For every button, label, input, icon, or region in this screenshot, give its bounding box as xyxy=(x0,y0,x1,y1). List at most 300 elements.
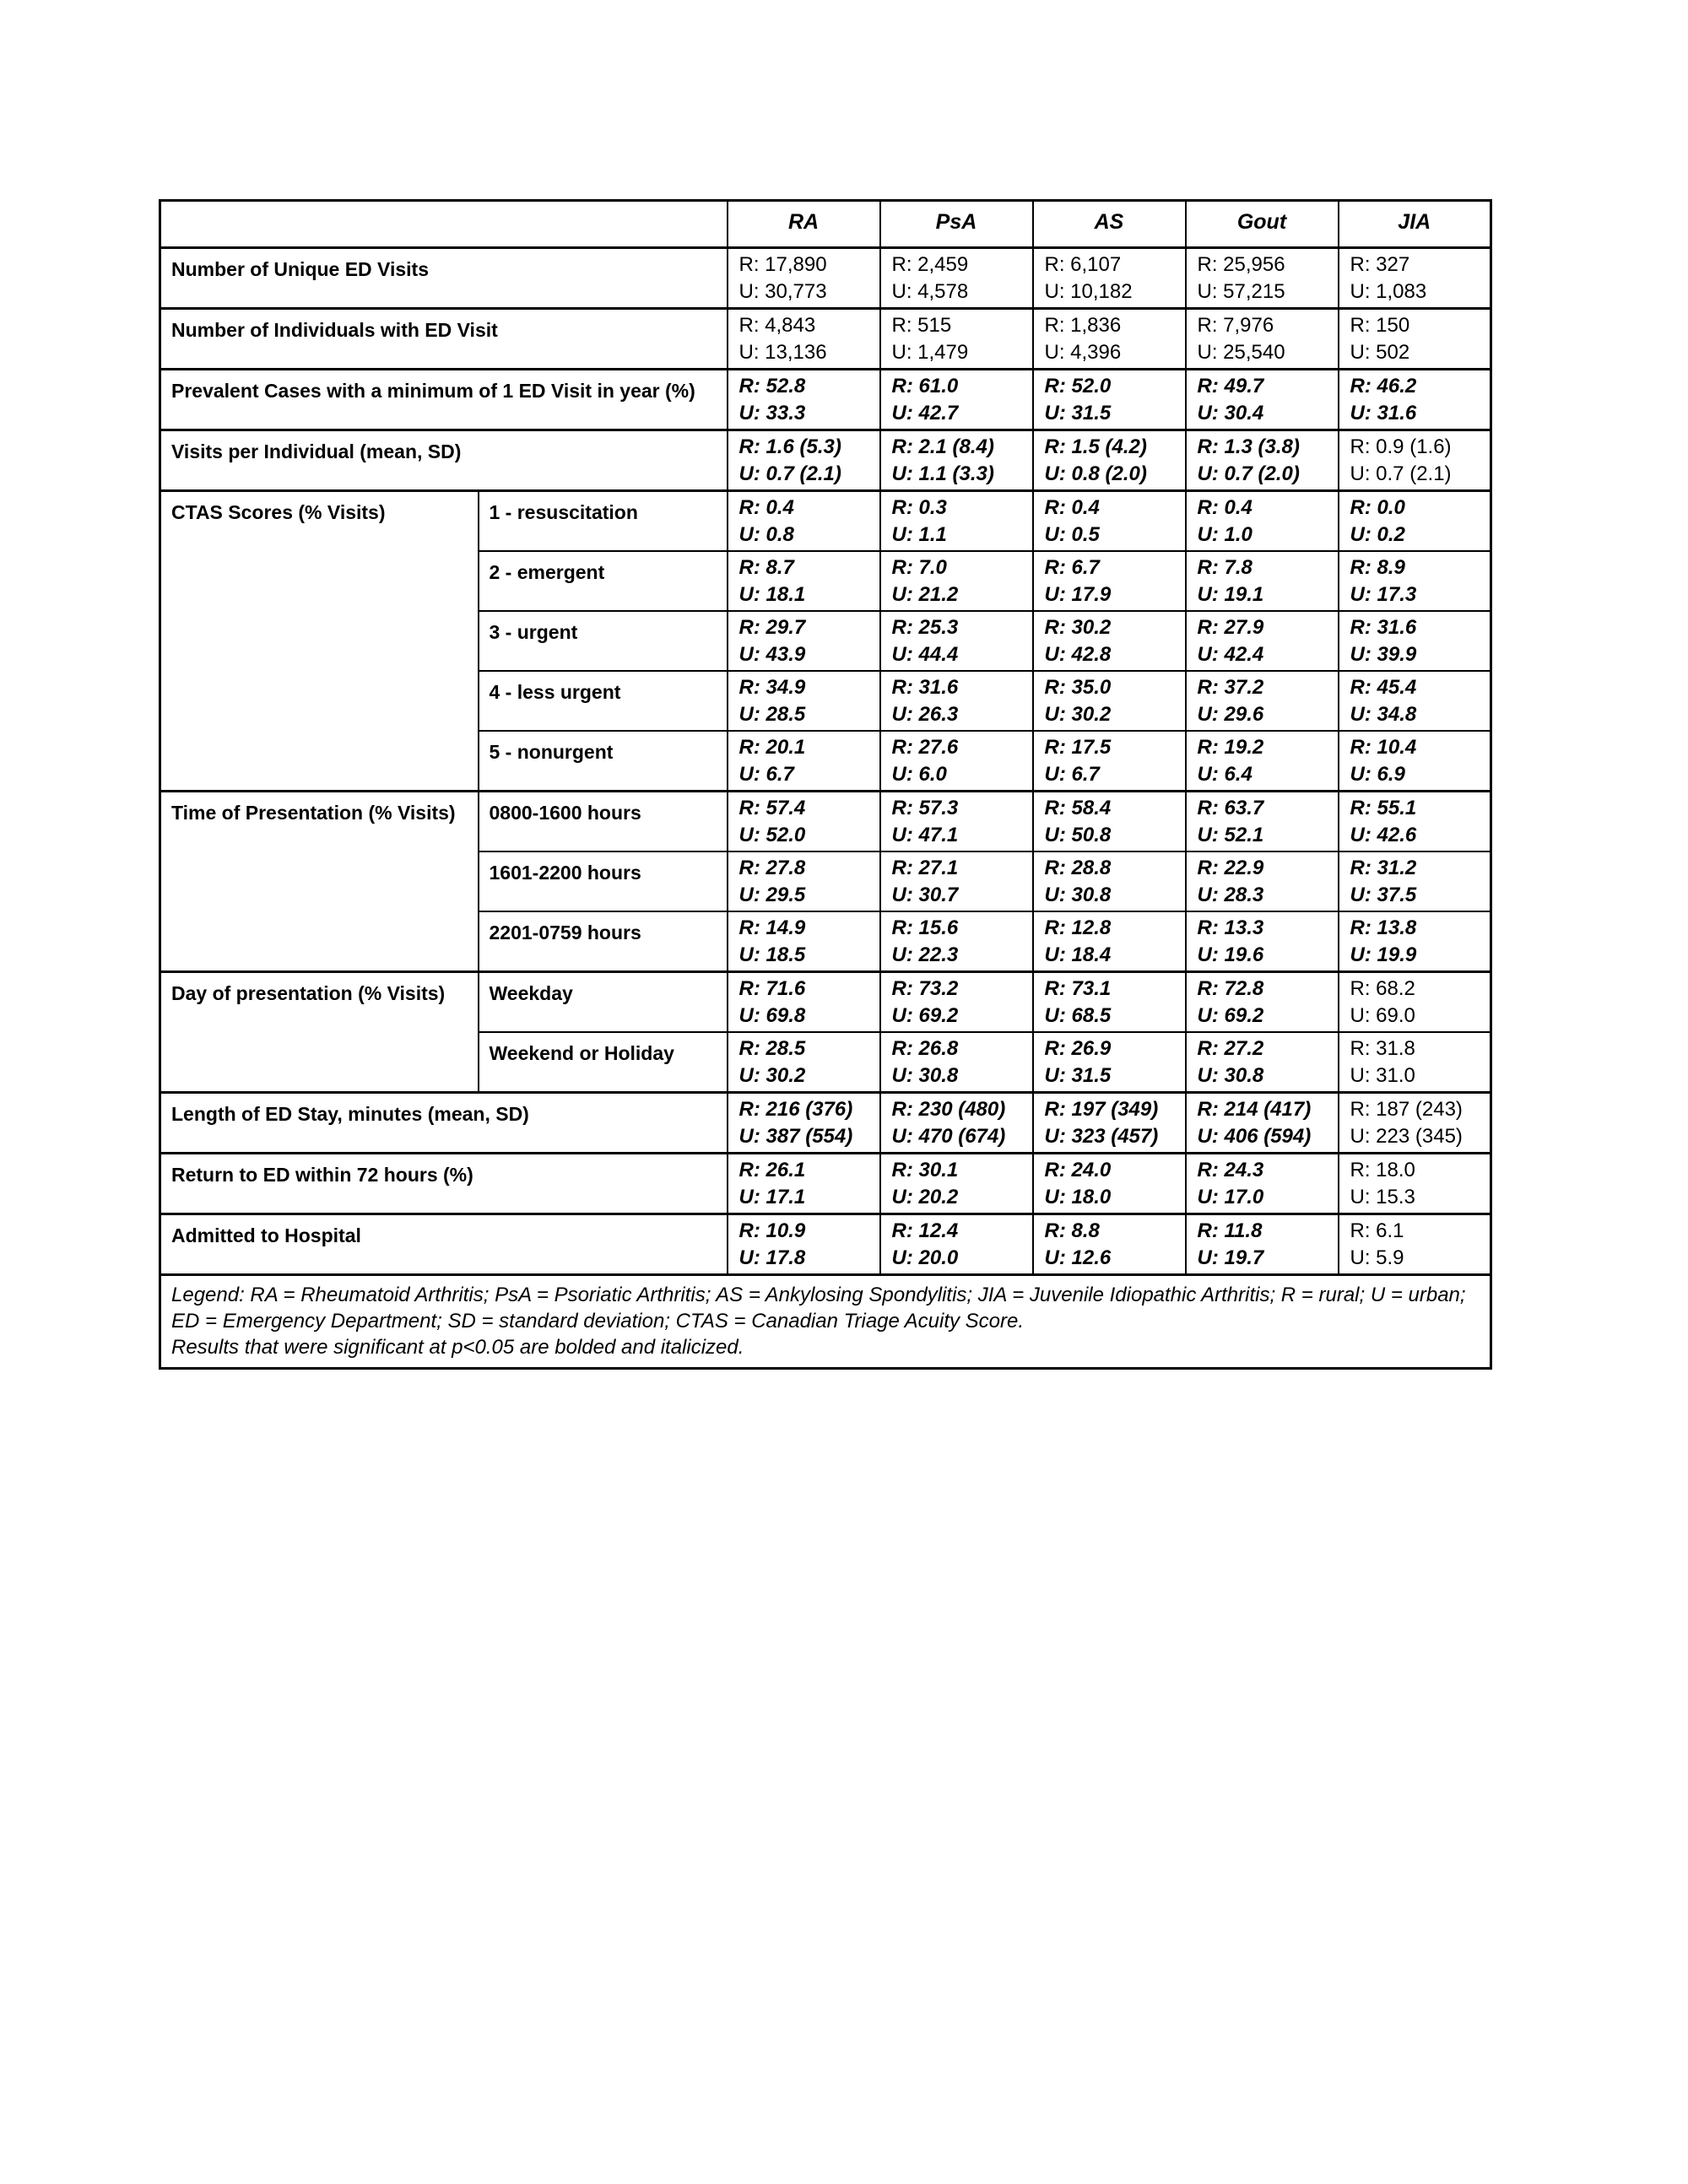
rural-value: R: 24.0 xyxy=(1044,1159,1112,1181)
urban-value: U: 28.5 xyxy=(738,702,806,726)
row-label: Prevalent Cases with a minimum of 1 ED Visit in year (%) xyxy=(160,370,728,430)
urban-value: U: 42.6 xyxy=(1350,823,1417,846)
urban-value: U: 37.5 xyxy=(1350,883,1417,906)
rural-value: R: 27.1 xyxy=(891,857,959,879)
rural-value: R: 26.1 xyxy=(738,1159,806,1181)
urban-value: U: 18.4 xyxy=(1044,943,1112,966)
data-cell-ra xyxy=(728,972,880,1033)
data-cell-ra xyxy=(728,1214,880,1275)
rural-value: R: 55.1 xyxy=(1350,797,1417,819)
rural-value: R: 187 (243) xyxy=(1350,1098,1463,1121)
rural-value: R: 7.0 xyxy=(891,556,947,579)
urban-value: U: 17.9 xyxy=(1044,582,1112,606)
rural-value: R: 72.8 xyxy=(1197,977,1264,1000)
rural-value: R: 4,843 xyxy=(738,314,816,337)
rural-value: R: 0.3 xyxy=(891,496,947,519)
data-cell-as xyxy=(1033,1214,1186,1275)
urban-value: U: 6.9 xyxy=(1350,762,1405,786)
data-cell-as xyxy=(1033,309,1186,370)
data-cell-gout xyxy=(1186,370,1339,430)
data-cell-jia xyxy=(1339,551,1491,611)
rural-value: R: 25,956 xyxy=(1197,253,1285,276)
row-label: Return to ED within 72 hours (%) xyxy=(160,1154,728,1214)
rural-value: R: 0.0 xyxy=(1350,496,1405,519)
rural-value: R: 197 (349) xyxy=(1044,1098,1159,1121)
data-cell-psa xyxy=(880,792,1033,852)
data-cell-jia xyxy=(1339,851,1491,911)
urban-value: U: 20.2 xyxy=(891,1185,959,1208)
urban-value: U: 17.1 xyxy=(738,1185,806,1208)
table-row xyxy=(160,1093,1491,1154)
data-cell-gout xyxy=(1186,792,1339,852)
rural-value: R: 515 xyxy=(891,314,952,337)
rural-value: R: 73.1 xyxy=(1044,977,1112,1000)
data-cell-ra xyxy=(728,911,880,972)
urban-value: U: 31.0 xyxy=(1350,1063,1415,1087)
rural-value: R: 57.4 xyxy=(738,797,806,819)
rural-value: R: 8.7 xyxy=(738,556,794,579)
rural-value: R: 28.8 xyxy=(1044,857,1112,879)
data-cell-gout xyxy=(1186,309,1339,370)
data-cell-jia xyxy=(1339,731,1491,792)
data-cell-as xyxy=(1033,851,1186,911)
rural-value: R: 25.3 xyxy=(891,616,959,639)
data-cell-gout xyxy=(1186,731,1339,792)
rural-value: R: 68.2 xyxy=(1350,977,1415,1000)
rural-value: R: 0.4 xyxy=(738,496,794,519)
urban-value: U: 1,083 xyxy=(1350,279,1427,303)
urban-value: U: 57,215 xyxy=(1197,279,1285,303)
urban-value: U: 29.6 xyxy=(1197,702,1264,726)
data-cell-psa xyxy=(880,551,1033,611)
data-cell-psa xyxy=(880,851,1033,911)
rural-value: R: 22.9 xyxy=(1197,857,1264,879)
rural-value: R: 14.9 xyxy=(738,916,806,939)
data-cell-psa xyxy=(880,972,1033,1033)
data-cell-gout xyxy=(1186,430,1339,491)
urban-value: U: 17.0 xyxy=(1197,1185,1264,1208)
data-cell-gout xyxy=(1186,551,1339,611)
table-row xyxy=(160,972,1491,1033)
data-cell-as xyxy=(1033,430,1186,491)
row-sublabel: 1601-2200 hours xyxy=(479,851,728,911)
data-cell-ra xyxy=(728,430,880,491)
rural-value: R: 1.5 (4.2) xyxy=(1044,435,1147,458)
urban-value: U: 5.9 xyxy=(1350,1246,1404,1269)
data-cell-jia xyxy=(1339,911,1491,972)
urban-value: U: 19.9 xyxy=(1350,943,1417,966)
urban-value: U: 323 (457) xyxy=(1044,1124,1159,1148)
urban-value: U: 12.6 xyxy=(1044,1246,1112,1269)
rural-value: R: 37.2 xyxy=(1197,676,1264,699)
data-cell-psa xyxy=(880,1032,1033,1093)
row-sublabel: 0800-1600 hours xyxy=(479,792,728,852)
row-label: Day of presentation (% Visits) xyxy=(160,972,479,1093)
data-cell-as xyxy=(1033,731,1186,792)
urban-value: U: 13,136 xyxy=(738,340,827,364)
urban-value: U: 0.7 (2.0) xyxy=(1197,462,1300,485)
data-cell-gout xyxy=(1186,1214,1339,1275)
legend xyxy=(160,1275,1491,1369)
row-label: Number of Individuals with ED Visit xyxy=(160,309,728,370)
rural-value: R: 2.1 (8.4) xyxy=(891,435,994,458)
rural-value: R: 63.7 xyxy=(1197,797,1264,819)
data-cell-as xyxy=(1033,1154,1186,1214)
table-row xyxy=(160,370,1491,430)
rural-value: R: 57.3 xyxy=(891,797,959,819)
rural-value: R: 327 xyxy=(1350,253,1410,276)
column-header: JIA xyxy=(1339,201,1491,248)
urban-value: U: 26.3 xyxy=(891,702,959,726)
urban-value: U: 502 xyxy=(1350,340,1410,364)
urban-value: U: 42.4 xyxy=(1197,642,1264,666)
urban-value: U: 1.0 xyxy=(1197,522,1252,546)
data-cell-gout xyxy=(1186,671,1339,731)
column-header: AS xyxy=(1033,201,1186,248)
data-cell-gout xyxy=(1186,1032,1339,1093)
urban-value: U: 69.2 xyxy=(891,1003,959,1027)
data-cell-as xyxy=(1033,1032,1186,1093)
urban-value: U: 0.5 xyxy=(1044,522,1100,546)
data-cell-psa xyxy=(880,671,1033,731)
data-cell-ra xyxy=(728,370,880,430)
data-cell-gout xyxy=(1186,248,1339,309)
rural-value: R: 35.0 xyxy=(1044,676,1112,699)
rural-value: R: 10.9 xyxy=(738,1219,806,1242)
urban-value: U: 42.7 xyxy=(891,401,959,424)
urban-value: U: 22.3 xyxy=(891,943,959,966)
data-cell-psa xyxy=(880,491,1033,552)
data-cell-ra xyxy=(728,309,880,370)
urban-value: U: 30.2 xyxy=(1044,702,1112,726)
data-cell-psa xyxy=(880,370,1033,430)
rural-value: R: 150 xyxy=(1350,314,1410,337)
urban-value: U: 18.1 xyxy=(738,582,806,606)
urban-value: U: 19.7 xyxy=(1197,1246,1264,1269)
rural-value: R: 15.6 xyxy=(891,916,959,939)
table-row xyxy=(160,792,1491,852)
urban-value: U: 52.1 xyxy=(1197,823,1264,846)
data-cell-as xyxy=(1033,792,1186,852)
rural-value: R: 27.2 xyxy=(1197,1037,1264,1060)
row-sublabel: Weekend or Holiday xyxy=(479,1032,728,1093)
data-cell-as xyxy=(1033,551,1186,611)
data-cell-gout xyxy=(1186,851,1339,911)
rural-value: R: 2,459 xyxy=(891,253,969,276)
urban-value: U: 69.2 xyxy=(1197,1003,1264,1027)
urban-value: U: 47.1 xyxy=(891,823,959,846)
urban-value: U: 0.8 (2.0) xyxy=(1044,462,1147,485)
rural-value: R: 27.8 xyxy=(738,857,806,879)
data-cell-psa xyxy=(880,248,1033,309)
rural-value: R: 26.9 xyxy=(1044,1037,1112,1060)
rural-value: R: 10.4 xyxy=(1350,736,1417,759)
table-row xyxy=(160,309,1491,370)
rural-value: R: 46.2 xyxy=(1350,375,1417,397)
row-label: Admitted to Hospital xyxy=(160,1214,728,1275)
data-cell-psa xyxy=(880,1093,1033,1154)
table-row xyxy=(160,1154,1491,1214)
rural-value: R: 30.2 xyxy=(1044,616,1112,639)
rural-value: R: 49.7 xyxy=(1197,375,1264,397)
row-label: CTAS Scores (% Visits) xyxy=(160,491,479,792)
rural-value: R: 1.3 (3.8) xyxy=(1197,435,1300,458)
data-cell-as xyxy=(1033,491,1186,552)
urban-value: U: 25,540 xyxy=(1197,340,1285,364)
rural-value: R: 31.6 xyxy=(891,676,959,699)
data-cell-jia xyxy=(1339,671,1491,731)
urban-value: U: 19.1 xyxy=(1197,582,1264,606)
urban-value: U: 34.8 xyxy=(1350,702,1417,726)
rural-value: R: 20.1 xyxy=(738,736,806,759)
urban-value: U: 31.6 xyxy=(1350,401,1417,424)
column-header: Gout xyxy=(1186,201,1339,248)
urban-value: U: 19.6 xyxy=(1197,943,1264,966)
row-sublabel: 3 - urgent xyxy=(479,611,728,671)
row-label: Time of Presentation (% Visits) xyxy=(160,792,479,972)
urban-value: U: 15.3 xyxy=(1350,1185,1415,1208)
rural-value: R: 31.8 xyxy=(1350,1037,1415,1060)
rural-value: R: 28.5 xyxy=(738,1037,806,1060)
rural-value: R: 31.6 xyxy=(1350,616,1417,639)
rural-value: R: 27.6 xyxy=(891,736,959,759)
data-cell-gout xyxy=(1186,1093,1339,1154)
rural-value: R: 52.8 xyxy=(738,375,806,397)
rural-value: R: 7,976 xyxy=(1197,314,1274,337)
legend-line: Legend: RA = Rheumatoid Arthritis; PsA = Psoriatic Arthritis; AS = Ankylosing Spondylitis; JIA = Juvenile Idiopathic Arthritis; R = rural; U = urban; xyxy=(171,1284,1466,1306)
data-cell-psa xyxy=(880,611,1033,671)
data-cell-jia xyxy=(1339,430,1491,491)
data-cell-ra xyxy=(728,248,880,309)
urban-value: U: 33.3 xyxy=(738,401,806,424)
urban-value: U: 30.7 xyxy=(891,883,959,906)
urban-value: U: 30.2 xyxy=(738,1063,806,1087)
rural-value: R: 7.8 xyxy=(1197,556,1252,579)
rural-value: R: 29.7 xyxy=(738,616,806,639)
data-cell-ra xyxy=(728,1093,880,1154)
column-header: RA xyxy=(728,201,880,248)
data-cell-ra xyxy=(728,551,880,611)
data-cell-jia xyxy=(1339,248,1491,309)
urban-value: U: 18.5 xyxy=(738,943,806,966)
legend-line: ED = Emergency Department; SD = standard deviation; CTAS = Canadian Triage Acuity Score. xyxy=(171,1310,1025,1333)
table-header-row xyxy=(160,201,1491,248)
legend-line: Results that were significant at p<0.05 are bolded and italicized. xyxy=(171,1336,744,1359)
table-row xyxy=(160,430,1491,491)
data-cell-jia xyxy=(1339,972,1491,1033)
urban-value: U: 10,182 xyxy=(1044,279,1133,303)
rural-value: R: 0.4 xyxy=(1044,496,1100,519)
table-row xyxy=(160,1214,1491,1275)
table-header xyxy=(160,201,1491,248)
rural-value: R: 12.4 xyxy=(891,1219,959,1242)
urban-value: U: 69.8 xyxy=(738,1003,806,1027)
data-cell-psa xyxy=(880,430,1033,491)
rural-value: R: 1,836 xyxy=(1044,314,1122,337)
rural-value: R: 13.3 xyxy=(1197,916,1264,939)
data-cell-psa xyxy=(880,911,1033,972)
data-cell-as xyxy=(1033,972,1186,1033)
urban-value: U: 223 (345) xyxy=(1350,1124,1463,1148)
data-cell-ra xyxy=(728,491,880,552)
urban-value: U: 30.8 xyxy=(891,1063,959,1087)
data-cell-ra xyxy=(728,671,880,731)
urban-value: U: 6.0 xyxy=(891,762,947,786)
urban-value: U: 0.7 (2.1) xyxy=(1350,462,1452,485)
data-cell-ra xyxy=(728,792,880,852)
urban-value: U: 52.0 xyxy=(738,823,806,846)
data-cell-as xyxy=(1033,248,1186,309)
data-cell-psa xyxy=(880,731,1033,792)
rural-value: R: 0.4 xyxy=(1197,496,1252,519)
data-cell-as xyxy=(1033,370,1186,430)
urban-value: U: 31.5 xyxy=(1044,1063,1112,1087)
urban-value: U: 17.8 xyxy=(738,1246,806,1269)
row-label: Length of ED Stay, minutes (mean, SD) xyxy=(160,1093,728,1154)
data-cell-ra xyxy=(728,1154,880,1214)
data-cell-ra xyxy=(728,731,880,792)
urban-value: U: 30.8 xyxy=(1044,883,1112,906)
table-body xyxy=(160,248,1491,1369)
urban-value: U: 30.4 xyxy=(1197,401,1264,424)
urban-value: U: 4,396 xyxy=(1044,340,1122,364)
rural-value: R: 18.0 xyxy=(1350,1159,1415,1181)
urban-value: U: 29.5 xyxy=(738,883,806,906)
urban-value: U: 387 (554) xyxy=(738,1124,853,1148)
urban-value: U: 39.9 xyxy=(1350,642,1417,666)
rural-value: R: 26.8 xyxy=(891,1037,959,1060)
data-cell-ra xyxy=(728,611,880,671)
column-header: PsA xyxy=(880,201,1033,248)
data-cell-jia xyxy=(1339,491,1491,552)
rural-value: R: 6,107 xyxy=(1044,253,1122,276)
rural-value: R: 24.3 xyxy=(1197,1159,1264,1181)
urban-value: U: 68.5 xyxy=(1044,1003,1112,1027)
urban-value: U: 17.3 xyxy=(1350,582,1417,606)
urban-value: U: 20.0 xyxy=(891,1246,959,1269)
data-cell-jia xyxy=(1339,611,1491,671)
row-label: Visits per Individual (mean, SD) xyxy=(160,430,728,491)
urban-value: U: 44.4 xyxy=(891,642,959,666)
rural-value: R: 58.4 xyxy=(1044,797,1112,819)
urban-value: U: 0.8 xyxy=(738,522,794,546)
rural-value: R: 216 (376) xyxy=(738,1098,853,1121)
rural-value: R: 6.7 xyxy=(1044,556,1100,579)
urban-value: U: 18.0 xyxy=(1044,1185,1112,1208)
urban-value: U: 31.5 xyxy=(1044,401,1112,424)
urban-value: U: 1.1 (3.3) xyxy=(891,462,994,485)
data-cell-gout xyxy=(1186,972,1339,1033)
data-cell-jia xyxy=(1339,1032,1491,1093)
urban-value: U: 6.4 xyxy=(1197,762,1252,786)
urban-value: U: 43.9 xyxy=(738,642,806,666)
data-cell-jia xyxy=(1339,792,1491,852)
row-label: Number of Unique ED Visits xyxy=(160,248,728,309)
rural-value: R: 27.9 xyxy=(1197,616,1264,639)
rural-value: R: 45.4 xyxy=(1350,676,1417,699)
table-row xyxy=(160,491,1491,552)
row-sublabel: Weekday xyxy=(479,972,728,1033)
rural-value: R: 8.9 xyxy=(1350,556,1405,579)
urban-value: U: 1.1 xyxy=(891,522,947,546)
data-cell-ra xyxy=(728,851,880,911)
urban-value: U: 1,479 xyxy=(891,340,969,364)
data-cell-gout xyxy=(1186,1154,1339,1214)
rural-value: R: 11.8 xyxy=(1197,1219,1263,1242)
rural-value: R: 1.6 (5.3) xyxy=(738,435,841,458)
row-sublabel: 4 - less urgent xyxy=(479,671,728,731)
urban-value: U: 21.2 xyxy=(891,582,959,606)
data-cell-jia xyxy=(1339,1093,1491,1154)
rural-value: R: 73.2 xyxy=(891,977,959,1000)
urban-value: U: 0.7 (2.1) xyxy=(738,462,841,485)
data-cell-gout xyxy=(1186,911,1339,972)
data-cell-jia xyxy=(1339,1214,1491,1275)
urban-value: U: 470 (674) xyxy=(891,1124,1006,1148)
rural-value: R: 214 (417) xyxy=(1197,1098,1312,1121)
data-cell-as xyxy=(1033,611,1186,671)
urban-value: U: 6.7 xyxy=(1044,762,1100,786)
rural-value: R: 31.2 xyxy=(1350,857,1417,879)
ed-visits-table xyxy=(159,199,1492,1370)
urban-value: U: 28.3 xyxy=(1197,883,1264,906)
urban-value: U: 69.0 xyxy=(1350,1003,1415,1027)
rural-value: R: 71.6 xyxy=(738,977,806,1000)
urban-value: U: 4,578 xyxy=(891,279,969,303)
urban-value: U: 406 (594) xyxy=(1197,1124,1312,1148)
table-row xyxy=(160,248,1491,309)
data-cell-jia xyxy=(1339,370,1491,430)
rural-value: R: 6.1 xyxy=(1350,1219,1404,1242)
urban-value: U: 30,773 xyxy=(738,279,827,303)
data-cell-gout xyxy=(1186,491,1339,552)
legend-row xyxy=(160,1275,1491,1369)
rural-value: R: 52.0 xyxy=(1044,375,1112,397)
urban-value: U: 6.7 xyxy=(738,762,794,786)
rural-value: R: 17,890 xyxy=(738,253,827,276)
data-cell-jia xyxy=(1339,1154,1491,1214)
data-cell-as xyxy=(1033,1093,1186,1154)
rural-value: R: 30.1 xyxy=(891,1159,959,1181)
data-cell-psa xyxy=(880,1154,1033,1214)
rural-value: R: 17.5 xyxy=(1044,736,1112,759)
data-cell-as xyxy=(1033,671,1186,731)
data-cell-as xyxy=(1033,911,1186,972)
row-sublabel: 1 - resuscitation xyxy=(479,491,728,552)
rural-value: R: 230 (480) xyxy=(891,1098,1006,1121)
rural-value: R: 19.2 xyxy=(1197,736,1264,759)
rural-value: R: 12.8 xyxy=(1044,916,1112,939)
row-sublabel: 2201-0759 hours xyxy=(479,911,728,972)
data-cell-psa xyxy=(880,309,1033,370)
row-sublabel: 5 - nonurgent xyxy=(479,731,728,792)
corner-cell xyxy=(160,201,728,248)
rural-value: R: 0.9 (1.6) xyxy=(1350,435,1452,458)
rural-value: R: 61.0 xyxy=(891,375,959,397)
rural-value: R: 34.9 xyxy=(738,676,806,699)
urban-value: U: 0.2 xyxy=(1350,522,1405,546)
data-cell-ra xyxy=(728,1032,880,1093)
data-cell-jia xyxy=(1339,309,1491,370)
data-cell-psa xyxy=(880,1214,1033,1275)
data-cell-gout xyxy=(1186,611,1339,671)
row-sublabel: 2 - emergent xyxy=(479,551,728,611)
rural-value: R: 8.8 xyxy=(1044,1219,1100,1242)
rural-value: R: 13.8 xyxy=(1350,916,1417,939)
urban-value: U: 30.8 xyxy=(1197,1063,1264,1087)
urban-value: U: 42.8 xyxy=(1044,642,1112,666)
urban-value: U: 50.8 xyxy=(1044,823,1112,846)
